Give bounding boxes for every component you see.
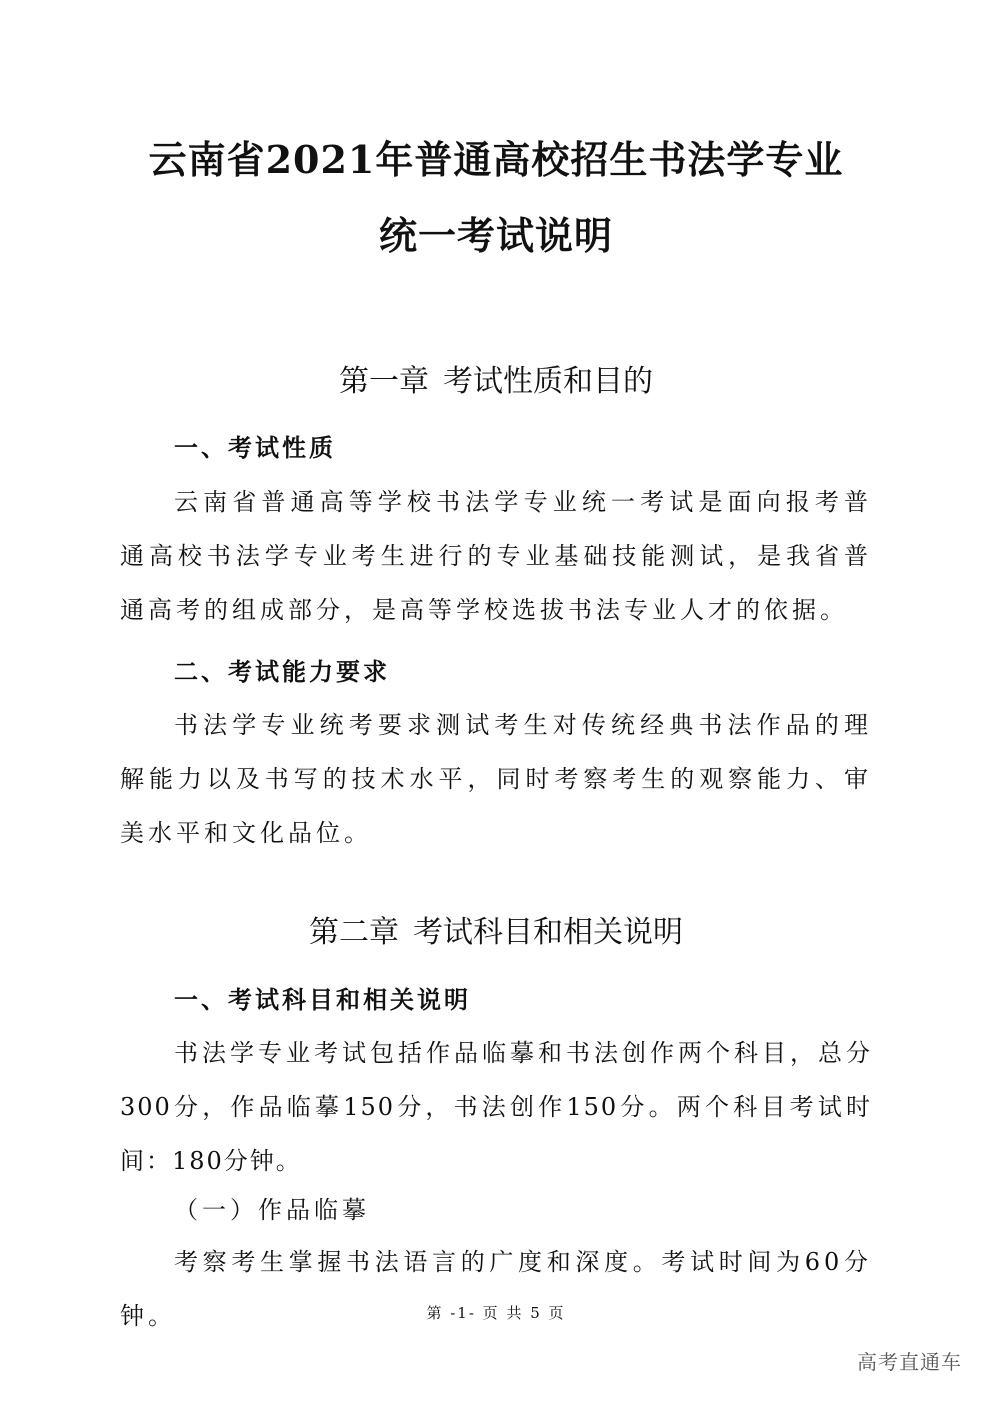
document-title-line2: 统一考试说明 <box>378 213 613 258</box>
chapter-1-heading <box>0 364 992 400</box>
subsection-copying-heading: （一）作品临摹 <box>174 1196 370 1224</box>
watermark-text: 高考直通车 <box>857 1350 962 1374</box>
section-subjects-heading: 一、考试科目和相关说明 <box>174 986 471 1014</box>
chapter-1-title: 考试性质和目的 <box>443 364 653 399</box>
subsection-copying-paragraph: 考察考生掌握书法语言的广度和深度。考试时间为60分钟。 <box>120 1248 872 1330</box>
section-exam-nature-heading: 一、考试性质 <box>174 434 336 462</box>
chapter-1-number: 第一章 <box>339 364 429 399</box>
section-ability-paragraph: 书法学专业统考要求测试考生对传统经典书法作品的理解能力以及书写的技术水平，同时考察考生的观察能力、审美水平和文化品位。 <box>120 711 872 847</box>
section-subjects-paragraph: 书法学专业考试包括作品临摹和书法创作两个科目，总分300分，作品临摹150分，书法创作150分。两个科目考试时间：180分钟。 <box>120 1039 872 1175</box>
section-ability-heading: 二、考试能力要求 <box>174 658 390 686</box>
chapter-2-title: 考试科目和相关说明 <box>413 915 683 950</box>
chapter-2-heading <box>0 915 992 951</box>
chapter-2-number: 第二章 <box>309 915 399 950</box>
section-exam-nature-paragraph: 云南省普通高等学校书法学专业统一考试是面向报考普通高校书法学专业考生进行的专业基础技能测试，是我省普通高考的组成部分，是高等学校选拔书法专业人才的依据。 <box>120 488 872 624</box>
document-title-line1: 云南省2021年普通高校招生书法学专业 <box>148 137 844 182</box>
page-number-footer: 第 -1- 页 共 5 页 <box>426 1304 566 1322</box>
